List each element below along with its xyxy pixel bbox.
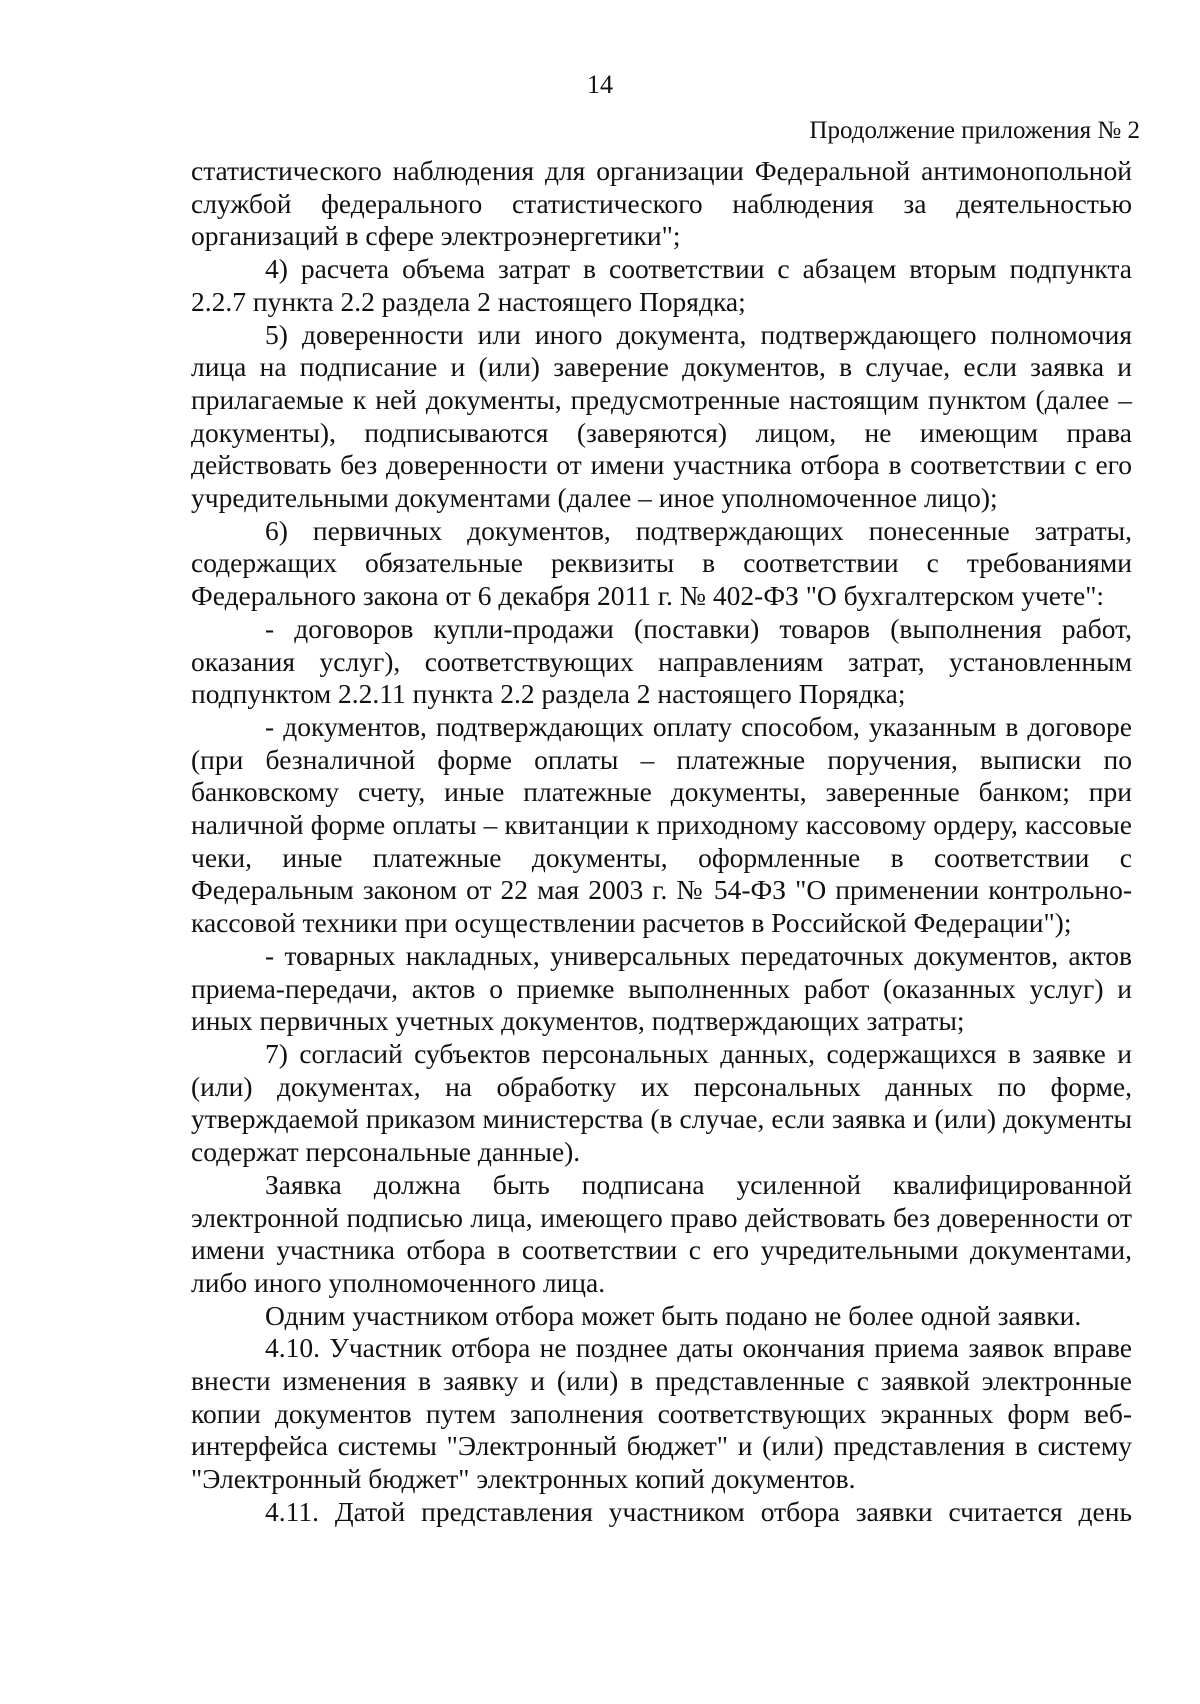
paragraph-invoices: - товарных накладных, универсальных передаточных документов, актов приема-передачи, актов о приемке выполненных работ (оказанных услуг) и иных первичных учетных документов, подтверждающих затраты;: [191, 939, 1132, 1037]
paragraph-item-5: 5) доверенности или иного документа, подтверждающего полномочия лица на подписание и (или) заверение документов, в случае, если заявка и прилагаемые к ней документы, предусмотренные настоящим пунктом (далее – документы), подписываются (заверяются) лицом, не имеющим права действовать без доверенности от имени участника отбора в соответствии с его учредительными документами (далее – иное уполномоченное лицо);: [191, 318, 1132, 514]
paragraph-4-10: 4.10. Участник отбора не позднее даты окончания приема заявок вправе внести изменения в заявку и (или) в представленные с заявкой электронные копии документов путем заполнения соответствующих экранных форм веб-интерфейса системы "Электронный бюджет" и (или) представления в систему "Электронный бюджет" электронных копий документов.: [191, 1332, 1132, 1495]
paragraph-continuation: статистического наблюдения для организации Федеральной антимонопольной службой федерального статистического наблюдения за деятельностью организаций в сфере электроэнергетики";: [191, 155, 1132, 252]
paragraph-one-application: Одним участником отбора может быть подано не более одной заявки.: [265, 1299, 1082, 1331]
paragraph-item-7: 7) согласий субъектов персональных данных, содержащихся в заявке и (или) документах, на обработку их персональных данных по форме, утверждаемой приказом министерства (в случае, если заявка и (или) документы содержат персональные данные).: [191, 1037, 1132, 1168]
paragraph-4-11: 4.11. Датой представления участником отбора заявки считается день: [265, 1495, 1132, 1527]
paragraph-contracts: - договоров купли-продажи (поставки) товаров (выполнения работ, оказания услуг), соответствующих направлениям затрат, установленным подпунктом 2.2.11 пункта 2.2 раздела 2 настоящего Порядка;: [191, 612, 1132, 710]
appendix-continuation-note: Продолжение приложения № 2: [809, 117, 1140, 144]
paragraph-signature: Заявка должна быть подписана усиленной квалифицированной электронной подписью лица, имеющего право действовать без доверенности от имени участника отбора в соответствии с его учредительными документами, либо иного уполномоченного лица.: [191, 1168, 1132, 1298]
body-text: [191, 155, 1132, 1529]
paragraph-item-4: 4) расчета объема затрат в соответствии с абзацем вторым подпункта 2.2.7 пункта 2.2 раздела 2 настоящего Порядка;: [191, 253, 1132, 317]
paragraph-item-6: 6) первичных документов, подтверждающих понесенные затраты, содержащих обязательные реквизиты в соответствии с требованиями Федерального закона от 6 декабря 2011 г. № 402-ФЗ "О бухгалтерском учете":: [191, 514, 1132, 612]
paragraph-payment-documents: - документов, подтверждающих оплату способом, указанным в договоре (при безналичной форме оплаты – платежные поручения, выписки по банковскому счету, иные платежные документы, заверенные банком; при наличной форме оплаты – квитанции к приходному кассовому ордеру, кассовые чеки, иные платежные документы, оформленные в соответствии с Федеральным законом от 22 мая 2003 г. № 54-ФЗ "О применении контрольно-кассовой техники при осуществлении расчетов в Российской Федерации");: [191, 710, 1132, 939]
page-number: 14: [587, 70, 613, 99]
